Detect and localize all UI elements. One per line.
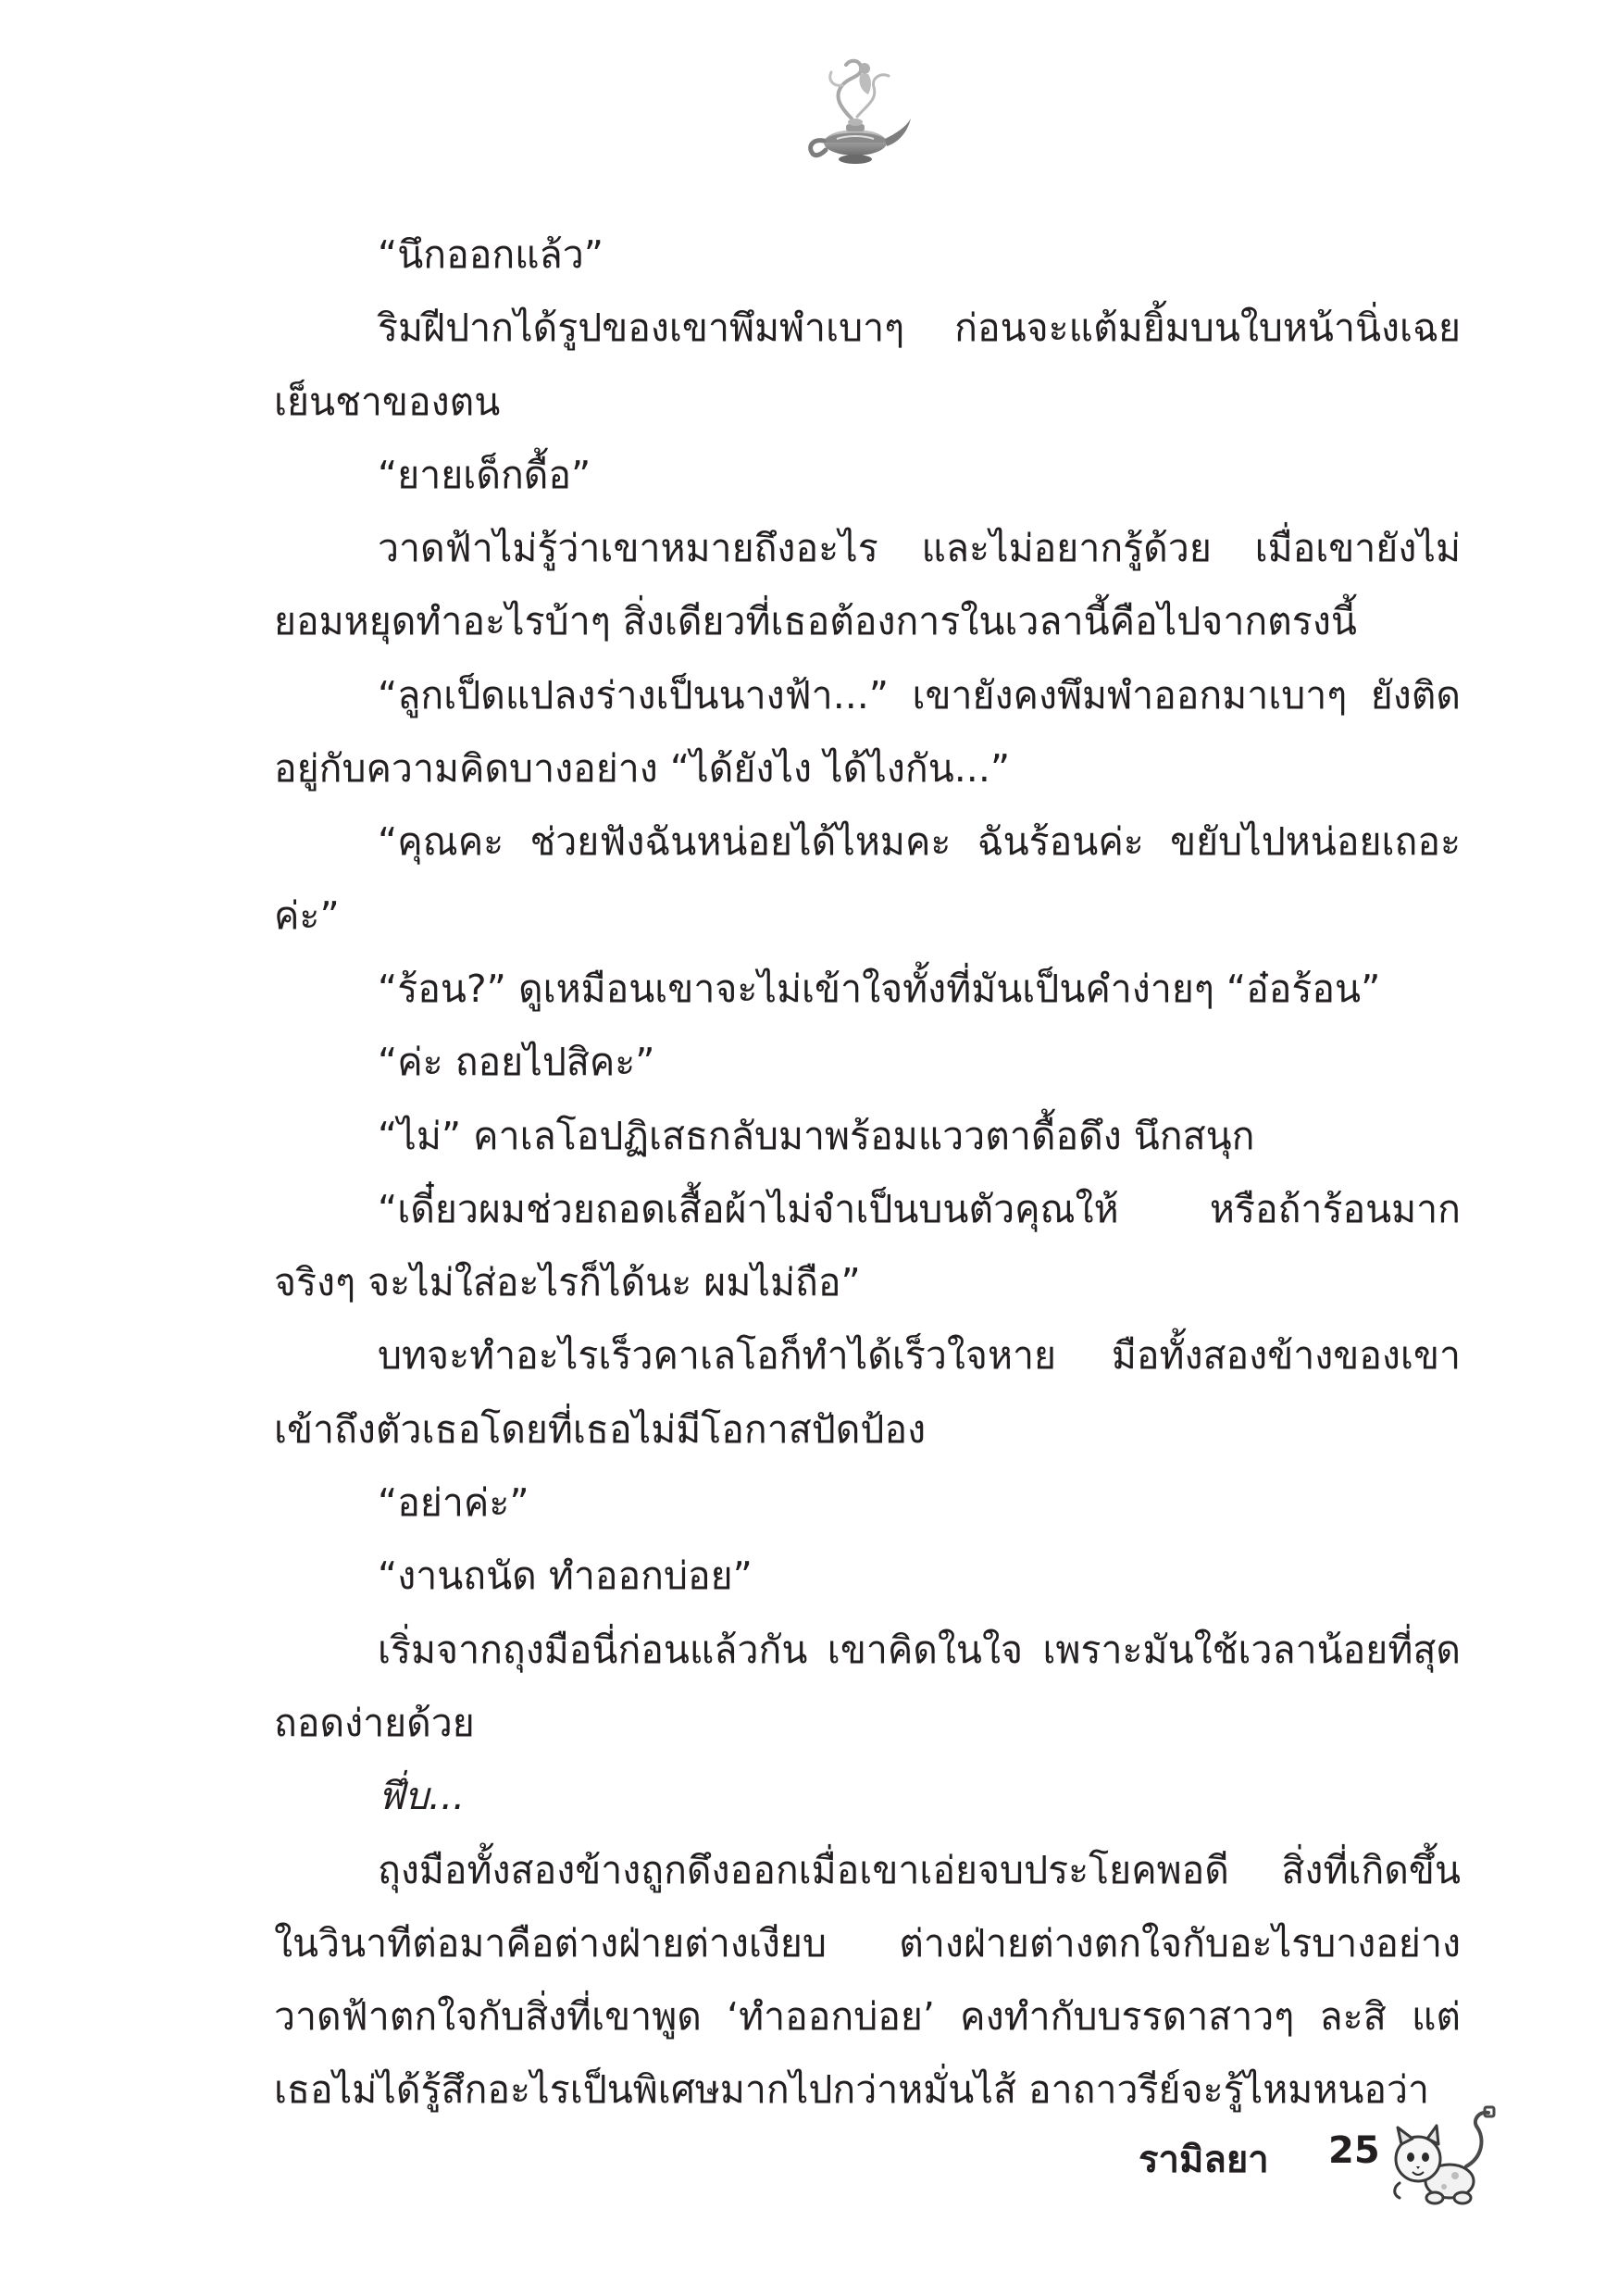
paragraph: “ยายเด็กดื้อ”: [378, 452, 591, 497]
paragraph: ริมฝีปากได้รูปของเขาพึมพำเบาๆ ก่อนจะแต้มยิ้มบนใบหน้านิ่งเฉยเย็นชาของตน: [274, 306, 1461, 424]
page-number: 25: [1328, 2129, 1380, 2172]
paragraph: เริ่มจากถุงมือนี่ก่อนแล้วกัน เขาคิดในใจ เพราะมันใช้เวลาน้อยที่สุดถอดง่ายด้วย: [274, 1627, 1461, 1745]
paragraph: “ร้อน?” ดูเหมือนเขาจะไม่เข้าใจทั้งที่มันเป็นคำง่ายๆ “อ๋อร้อน”: [378, 966, 1381, 1011]
paragraph: วาดฟ้าไม่รู้ว่าเขาหมายถึงอะไร และไม่อยากรู้ด้วย เมื่อเขายังไม่ยอมหยุดทำอะไรบ้าๆ สิ่งเดียวที่เธอต้องการในเวลานี้คือไปจากตรงนี้: [274, 526, 1461, 644]
paragraph: “งานถนัด ทำออกบ่อย”: [378, 1554, 753, 1599]
paragraph: “ไม่” คาเลโอปฏิเสธกลับมาพร้อมแววตาดื้อดึง นึกสนุก: [378, 1113, 1255, 1158]
paragraph: “ค่ะ ถอยไปสิคะ”: [378, 1040, 655, 1085]
paragraph: “คุณคะ ช่วยฟังฉันหน่อยได้ไหมคะ ฉันร้อนค่ะ ขยับไปหน่อยเถอะค่ะ”: [274, 819, 1461, 938]
story-text: [274, 218, 1461, 2128]
author-name: รามิลยา: [1139, 2139, 1269, 2181]
page-footer: [1139, 2102, 1527, 2222]
paragraph: “นึกออกแล้ว”: [378, 232, 604, 277]
paragraph: “เดี๋ยวผมช่วยถอดเสื้อผ้าไม่จำเป็นบนตัวคุณให้ หรือถ้าร้อนมากจริงๆ จะไม่ใส่อะไรก็ได้นะ ผมไม่ถือ”: [274, 1186, 1461, 1305]
genie-lamp-icon: [796, 54, 916, 174]
paragraph: บทจะทำอะไรเร็วคาเลโอก็ทำได้เร็วใจหาย มือทั้งสองข้างของเขาเข้าถึงตัวเธอโดยที่เธอไม่มีโอกาสปัดป้อง: [274, 1333, 1461, 1452]
paragraph: ถุงมือทั้งสองข้างถูกดึงออกเมื่อเขาเอ่ยจบประโยคพอดี สิ่งที่เกิดขึ้นในวินาทีต่อมาคือต่างฝ่ายต่างเงียบ ต่างฝ่ายต่างตกใจกับอะไรบางอย่าง วาดฟ้าตกใจกับสิ่งที่เขาพูด ‘ทำออกบ่อย’ คงทำกับบรรดาสาวๆ ละสิ แต่เธอไม่ได้รู้สึกอะไรเป็นพิเศษมากไปกว่าหมั่นไส้ อาถาวรีย์จะรู้ไหมหนอว่า: [274, 1847, 1461, 2113]
sound-effect: ฟึ่บ...: [378, 1774, 466, 1819]
paragraph: “อย่าค่ะ”: [378, 1480, 529, 1526]
cartoon-cat-icon: [1381, 2102, 1503, 2213]
paragraph: “ลูกเป็ดแปลงร่างเป็นนางฟ้า...” เขายังคงพึมพำออกมาเบาๆ ยังติดอยู่กับความคิดบางอย่าง “ได้ยังไง ได้ไงกัน...”: [274, 672, 1461, 792]
